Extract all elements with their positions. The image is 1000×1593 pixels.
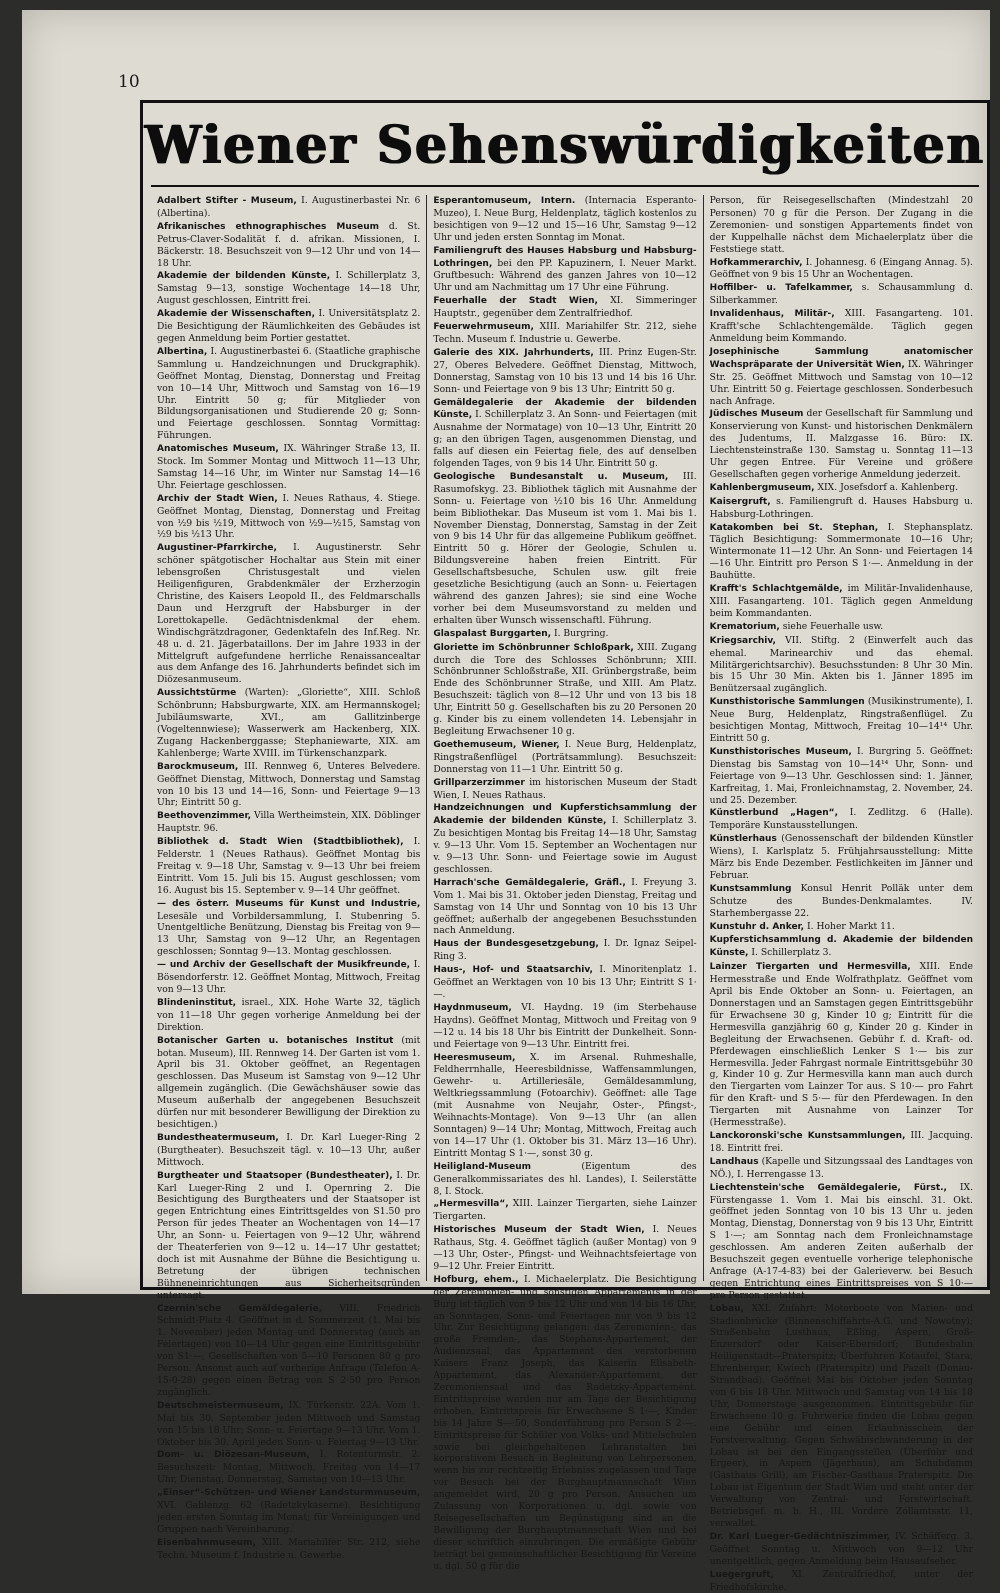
entry-text: (Musikinstrumente), I. Neue Burg, Heldenplatz, Ringstraßenflügel. Zu besichtigen Montag, Mittwoch, Freitag 10—14¹⁴ Uhr. Eintritt 50 g. bbox=[709, 696, 973, 744]
directory-entry bbox=[433, 642, 696, 738]
directory-entry bbox=[433, 195, 696, 244]
entry-text: III. Rennweg 6, Unteres Belvedere. Geöffnet Dienstag, Mittwoch, Donnerstag und Samstag von 10 bis 13 und 14—16, Sonn- und Feiertage 9—13 Uhr; Eintritt 50 g. bbox=[157, 760, 421, 809]
directory-entry bbox=[433, 877, 696, 938]
directory-entry bbox=[433, 1052, 696, 1160]
entry-text: Konsul Henrit Polläk unter dem Schutze des Bundes-Denkmalamtes. IV. Starhembergasse 22. bbox=[709, 882, 973, 919]
entry-title: „Hermesvilla“, bbox=[433, 1199, 509, 1210]
entry-title: Krematorium, bbox=[709, 621, 780, 632]
entry-title: Kaisergruft, bbox=[709, 496, 771, 507]
entry-text: I. Dr. Karl Lueger-Ring 2 (Burgtheater). Besuchszeit tägl. v. 10—13 Uhr, außer Mittwoch. bbox=[157, 1131, 421, 1168]
entry-title: Deutschmeistermuseum, bbox=[157, 1400, 284, 1411]
entry-title: Lanckoronski'sche Kunstsammlungen, bbox=[709, 1130, 906, 1141]
directory-entry bbox=[433, 1274, 696, 1573]
directory-entry bbox=[710, 408, 973, 480]
entry-text: VII. Stiftg. 2 (Einwerfelt auch das ehemal. Marinearchiv und das ehemal. Militärgerichtsarchiv). Besuchsstunden: 8 Uhr 30 Min. bis 15 Uhr 30 Min. Akten bis 1. Jänner 1895 im Benützersaal zugänglich. bbox=[709, 634, 973, 695]
entry-title: Hoffilber- u. Tafelkammer, bbox=[709, 283, 853, 294]
entry-title: Haus der Bundesgesetzgebung, bbox=[433, 939, 599, 950]
title-divider bbox=[151, 185, 979, 187]
entry-title: Dr. Karl Lueger-Gedächtniszimmer, bbox=[709, 1531, 891, 1542]
entry-title: Feuerwehrmuseum, bbox=[433, 322, 534, 333]
entry-title: Jüdisches Museum bbox=[709, 409, 804, 420]
directory-entry bbox=[433, 777, 696, 802]
entry-text: XI. Simmeringer Hauptstr., gegenüber dem Zentralfriedhof. bbox=[433, 295, 697, 320]
entry-title: Anatomisches Museum, bbox=[157, 444, 279, 455]
directory-entry bbox=[710, 1303, 973, 1530]
directory-entry bbox=[710, 1130, 973, 1155]
entry-text: im historischen Museum der Stadt Wien, I. Neues Rathaus. bbox=[433, 776, 697, 801]
entry-text: I. Freyung 3. Vom 1. Mai bis 31. Oktober jeden Dienstag, Freitag und Samstag von 14 Uhr und Sonntag von 10 bis 13 Uhr geöffnet; außerhalb der angegebenen Besuchsstunden nach Anmeldung. bbox=[433, 876, 697, 937]
entry-text: bei den PP. Kapuzinern, I. Neuer Markt. Gruftbesuch: Während des ganzen Jahres von 10—12 Uhr und am Nachmittag um 17 Uhr eine Führung. bbox=[433, 257, 697, 294]
directory-entry bbox=[157, 493, 420, 542]
entry-title: Czernin'sche Gemäldegalerie, bbox=[157, 1303, 323, 1314]
entry-title: Beethovenzimmer, bbox=[157, 811, 252, 822]
entry-text: I. Universitätsplatz 2. Die Besichtigung der Räumlichkeiten des Gebäudes ist gegen Anmeldung beim Portier gestattet. bbox=[157, 308, 421, 344]
directory-entry bbox=[157, 346, 420, 442]
entry-title: Grillparzerzimmer bbox=[433, 777, 525, 788]
directory-entry bbox=[433, 1002, 696, 1051]
entry-title: Bibliothek d. Stadt Wien (Stadtbibliothek), bbox=[157, 837, 404, 848]
entry-text: X. im Arsenal. Ruhmeshalle, Feldherrnhalle, Heeresbildnisse, Waffensammlungen, Gewehr- u. Artilleriesäle, Gemäldesammlung, Weltkriegssammlung (Fotoarchiv). Geöffnet: alle Tage (mit Ausnahme von Neujahr, Oster-, Pfingst-, Weihnachts-Montage). Von 9—13 Uhr (an allen Sonntagen) 9—14 Uhr; Montag, Mittwoch, Freitag auch von 14—17 Uhr (1. Oktober bis 31. März 13—16 Uhr). Eintritt Montag S 1·—, sonst 30 g. bbox=[433, 1051, 697, 1159]
directory-entry bbox=[710, 961, 973, 1129]
directory-entry bbox=[157, 761, 420, 810]
directory-entry bbox=[710, 746, 973, 807]
entry-title: Heeresmuseum, bbox=[433, 1052, 516, 1063]
entry-text: Person, für Reisegesellschaften (Mindestzahl 20 Personen) 70 g für die Person. Der Zugang in die Zeremonien- und sonstigen Appartements findet von der Kuppelhalle nächst dem Michaelerplatz über die Feststiege statt. bbox=[709, 195, 973, 255]
entry-title: Adalbert Stifter - Museum, bbox=[157, 196, 297, 206]
directory-entry bbox=[433, 1161, 696, 1198]
entry-title: Albertina, bbox=[157, 346, 208, 357]
entry-title: Hofkammerarchiv, bbox=[709, 257, 803, 268]
entry-text: IX. Währinger Straße 13, II. Stock. Im Sommer Montag und Mittwoch 11—13 Uhr, Samstag 14—16 Uhr, im Winter nur Samstag 14—16 Uhr. Feiertage geschlossen. bbox=[157, 443, 421, 491]
directory-entry bbox=[157, 1400, 420, 1449]
directory-entry bbox=[710, 833, 973, 882]
entry-text: I. Neue Burg, Heldenplatz, Ringstraßenflügel (Porträtsammlung). Besuchszeit: Donnerstag von 11—1 Uhr. Eintritt 50 g. bbox=[433, 738, 697, 775]
newspaper-page bbox=[22, 10, 990, 1593]
entry-text: III. Prinz Eugen-Str. 27, Oberes Belvedere. Geöffnet Dienstag, Mittwoch, Donnerstag, Samstag von 10 bis 13 und 14 bis 16 Uhr. Sonn- und Feiertage von 9 bis 13 Uhr; Eintritt 50 g. bbox=[433, 346, 697, 395]
entry-text: XIII. Ende Hermesstraße und Ende Wolfrathplatz. Geöffnet vom April bis Ende Oktober an Sonn- u. Feiertagen, an Donnerstagen und an Samstagen gegen Eintrittsgebühr für Erwachsene 30 g, Kinder 10 g; Eintritt für die Hermesvilla ganzjährig 60 g, Kinder 20 g. Kinder in Begleitung der Erwachsenen. Gebühr f. d. Kraft- od. Pferdewagen einschließlich Lenker S 1·— bis zur Hermesvilla. Jeder Fahrgast normale Eintrittsgebühr 30 g, Kinder 10 g. Zur Hermesvilla kann man auch durch den Tiergarten vom Lainzer Tor aus. S 10·— pro Fahrt für den Kraft- und S 5·— für den Pferdewagen. In den Tiergarten mit Ausnahme von Lainzer Tor (Hermesstraße). bbox=[709, 961, 973, 1129]
entry-text: XIII. Mariahilfer Str. 212, siehe Techn. Museum f. Industrie u. Gewerbe. bbox=[433, 321, 697, 345]
directory-entry bbox=[157, 1303, 420, 1399]
entry-text: I. Neues Rathaus, 4. Stiege. Geöffnet Montag, Dienstag, Donnerstag und Freitag von ½9 bis ½19, Mittwoch von ½9—½15, Samstag von ½9 bis ½13 Uhr. bbox=[157, 492, 421, 541]
directory-entry bbox=[157, 443, 420, 492]
directory-entry bbox=[433, 347, 696, 396]
entry-title: Gloriette im Schönbrunner Schloßpark, bbox=[433, 642, 634, 653]
text-columns bbox=[151, 195, 979, 1593]
entry-title: Akademie der bildenden Künste, bbox=[157, 271, 331, 282]
directory-entry bbox=[710, 621, 973, 634]
directory-entry bbox=[710, 635, 973, 696]
column-2 bbox=[426, 195, 702, 1572]
directory-entry bbox=[710, 807, 973, 832]
directory-entry bbox=[157, 687, 420, 759]
entry-text: XXI. Zufahrt: Motorboote von Marien- und Stadionbrücke (Binnenschiffahrts-A.G. und Nowotny); Straßenbahn Lusthaus, Eßling, Aspern, Groß-Enzersdorf oder Kaiser-Ebersdorf; Bundesbahn Heiligenstadt—Praterspitz; Überfuhren Kotaufel, Stara, Ehrenberger, Kwiech (Praterspitz) und Pazelt (Donau-Strandbad). Geöffnet Mai bis Oktober jeden Sonntag von 6 bis 18 Uhr. Mittwoch und Samstag von 14 bis 18 Uhr, Donnerstage ausgenommen. Eintrittsgebühr für Erwachsene 10 g. Fuhrwerke finden die Lobau gegen eine Gebühr und einen Erlaubnisschein der Forstverwaltung. Gegen Schwäbischwanderung in der Lobau ist bei den Eingangsstellen (Überfuhr und Ergeer), in Aspern (Jägerhaus), am Schubdamm (Gasthaus Grill), am Fischer-Gasthaus Praterspitz. Die Lobau ist Eigentum der Stadt Wien und steht unter der Verwaltung von Zentral- und Forstwirtschaft. Betriebsgef. m. b. H., III. Vordere Zollamtsstr. 11, verwaltet. bbox=[709, 1302, 973, 1529]
directory-entry bbox=[157, 997, 420, 1034]
entry-text: I. Felderstr. 1 (Neues Rathaus). Geöffnet Montag bis Freitag v. 9—18 Uhr, Samstag v. 9—13 Uhr bei freiem Eintritt. Vom 15. Juli bis 15. August geschlossen; vom 16. August bis 15. September v. 9—14 Uhr geöffnet. bbox=[157, 836, 421, 896]
directory-entry bbox=[157, 1170, 420, 1302]
entry-text: XIII. Mariahilfer Str. 212, siehe Techn. Museum f. Industrie u. Gewerbe. bbox=[157, 1536, 421, 1561]
entry-title: Liechtenstein'sche Gemäldegalerie, Fürst., bbox=[709, 1182, 947, 1193]
entry-title: Haus-, Hof- und Staatsarchiv, bbox=[433, 965, 593, 976]
directory-entry bbox=[157, 542, 420, 686]
directory-entry bbox=[433, 802, 696, 875]
directory-entry bbox=[157, 270, 420, 307]
directory-entry bbox=[157, 959, 420, 996]
entry-title: Kunsthistorische Sammlungen bbox=[709, 697, 865, 708]
directory-entry bbox=[157, 1537, 420, 1562]
entry-title: Eisenbahnmuseum, bbox=[157, 1537, 256, 1548]
entry-title: Lainzer Tiergarten und Hermesvilla, bbox=[709, 962, 911, 973]
entry-title: Goethemuseum, Wiener, bbox=[433, 739, 560, 750]
directory-entry bbox=[433, 321, 696, 346]
entry-text: I. Schillerplatz 3. An Sonn- und Feiertagen (mit Ausnahme der Normatage) von 10—13 Uhr, Eintritt 20 g; an den übrigen Tagen, ausgenommen Dienstag, und falls auf diesen ein Feiertag fiele, des auf denselben folgenden Tages, von 9 bis 14 Uhr. Eintritt 50 g. bbox=[433, 409, 697, 470]
entry-title: Katakomben bei St. Stephan, bbox=[709, 522, 879, 533]
entry-title: Feuerhalle der Stadt Wien, bbox=[433, 296, 598, 307]
entry-title: Blindeninstitut, bbox=[157, 997, 237, 1008]
column-1 bbox=[151, 195, 426, 1561]
entry-title: Burgtheater und Staatsoper (Bundestheater), bbox=[157, 1170, 393, 1181]
entry-text: I. Augustinerbastei 6. (Staatliche graphische Sammlung u. Handzeichnungen und Druckgraphik). Geöffnet Montag, Dienstag, Donnerstag und Freitag von 10—14 Uhr, Mittwoch und Samstag von 16—19 Uhr. Eintritt 50 g; für Mitglieder von Bildungsorganisationen und Studierende 20 g; Sonn- und Feiertage geschlossen. Sonntag Vormittag: Führungen. bbox=[157, 345, 421, 442]
entry-text: d. St. Petrus-Claver-Sodalität f. d. afrikan. Missionen, I. Bäckerstr. 18. Besuchszeit von 9—12 Uhr und von 14—18 Uhr. bbox=[157, 220, 421, 269]
entry-text: VIII. Friedrich Schmidt-Platz 4. Geöffnet in d. Sommerzeit (1. Mai bis 1. November) jeden Montag und Donnerstag (auch an Feiertagen) von 10—14 Uhr gegen eine Eintrittsgebühr von S1·—, Gesellschaften von 5—10 Personen 80 g pro Person. Ansonst auch auf vorherige Anfrage (Telefon A-15-0-28) gegen einen Betrag von S 2·50 pro Person zugänglich. bbox=[157, 1302, 421, 1398]
directory-entry bbox=[157, 1449, 420, 1486]
entry-text: I. Zedlitzg. 6 (Halle). Temporäre Kunstausstellungen. bbox=[709, 807, 973, 832]
entry-text: I. Minoritenplatz 1. Geöffnet an Werktagen von 10 bis 13 Uhr; Eintritt S 1·—. bbox=[433, 964, 697, 1000]
entry-title: Gemäldegalerie der Akademie der bildenden Künste, bbox=[433, 397, 697, 421]
directory-entry bbox=[157, 221, 420, 270]
entry-text: (Kapelle und Sitzungssaal des Landtages von NÖ.), I. Herrengasse 13. bbox=[709, 1155, 973, 1180]
directory-entry bbox=[710, 1531, 973, 1568]
entry-text: I. Hoher Markt 11. bbox=[804, 920, 895, 932]
entry-text: XIX. Josefsdorf a. Kahlenberg. bbox=[814, 481, 959, 493]
entry-text: IV. Schäfferg. 3. Geöffnet Sonntag u. Mittwoch von 9—12 Uhr unentgeltlich, gegen Anmeldung beim Hausaufseher. bbox=[709, 1530, 973, 1567]
entry-title: Aussichtstürme bbox=[157, 688, 237, 699]
entry-text: (Internacia Esperanto-Muzeo), I. Neue Burg, Heldenplatz, täglich kostenlos zu besichtigen von 9—12 und 15—16 Uhr, Samstag 9—12 Uhr und jeden ersten Sonntag im Monat. bbox=[433, 195, 697, 243]
entry-text: XVI. Gablenzg. 62 (Radetzkykaserne). Besichtigung jeden ersten Sonntag im Monat; für Vereinigungen und Gruppen nach Vereinbarung. bbox=[157, 1500, 421, 1535]
entry-title: Kupferstichsammlung d. Akademie der bildenden Künste, bbox=[709, 935, 973, 959]
entry-title: — und Archiv der Gesellschaft der Musikfreunde, bbox=[157, 960, 411, 971]
entry-title: Künstlerhaus bbox=[709, 834, 777, 845]
directory-entry bbox=[710, 583, 973, 620]
entry-title: Kunstsammlung bbox=[709, 883, 792, 894]
directory-entry bbox=[710, 195, 973, 256]
directory-entry bbox=[157, 1035, 420, 1131]
directory-entry bbox=[433, 471, 696, 627]
directory-entry bbox=[710, 1156, 973, 1181]
entry-text: siehe Feuerhalle usw. bbox=[779, 620, 884, 632]
directory-entry bbox=[710, 482, 973, 495]
directory-entry bbox=[710, 346, 973, 408]
entry-text: XIII. Zugang durch die Tore des Schlosses Schönbrunn; XIII. Schönbrunner Schloßstraße, XII. Grünbergstraße, beim Ende des Schönbrunner Straße, und XIII. Am Platz. Besuchszeit: täglich von 8—12 Uhr und von 13 bis 18 Uhr, Eintritt 50 g. Gesellschaften bis zu 20 Personen 20 g. Kinder bis zu einem vollendeten 14. Lebensjahr in Begleitung Erwachsener 10 g. bbox=[433, 641, 697, 737]
entry-text: I. Johannesg. 6 (Eingang Annag. 5). Geöffnet von 9 bis 15 Uhr an Wochentagen. bbox=[709, 256, 973, 281]
entry-title: Haydnmuseum, bbox=[433, 1002, 512, 1013]
entry-text: I. Bösendorferstr. 12. Geöffnet Montag, Mittwoch, Freitag von 9—13 Uhr. bbox=[157, 959, 421, 995]
directory-entry bbox=[157, 898, 420, 959]
entry-title: „Einser“-Schützen- und Wiener Landsturmmuseum, bbox=[157, 1488, 421, 1499]
entry-title: Geologische Bundesanstalt u. Museum, bbox=[433, 471, 669, 482]
entry-text: VI. Haydng. 19 (im Sterbehause Haydns). Geöffnet Montag, Mittwoch und Freitag von 9—12 u. 14 bis 18 Uhr bis Eintritt der Dunkelheit. Sonn- und Feiertage von 9—13 Uhr. Eintritt frei. bbox=[433, 1001, 697, 1050]
entry-text: s. Schausammlung d. Silberkammer. bbox=[709, 282, 973, 307]
directory-entry bbox=[710, 1182, 973, 1302]
directory-entry bbox=[433, 245, 696, 295]
entry-title: Afrikanisches ethnographisches Museum bbox=[157, 221, 380, 232]
directory-entry bbox=[710, 282, 973, 307]
entry-title: Esperantomuseum, Intern. bbox=[433, 196, 576, 206]
directory-entry bbox=[710, 921, 973, 934]
page-number: 10 bbox=[118, 72, 140, 92]
directory-entry bbox=[710, 257, 973, 282]
entry-title: Heiligland-Museum bbox=[433, 1161, 532, 1172]
entry-text: IX. Währinger Str. 25. Geöffnet Mittwoch und Samstag von 10—12 Uhr. Eintritt 50 g. Feiertage geschlossen. Sonderbesuch nach Anfrage. bbox=[709, 358, 973, 407]
entry-text: Lesesäle und Vorbildersammlung, I. Stubenring 5. Unentgeltliche Benützung, Dienstag bis Freitag von 9—13 Uhr, Samstag von 9—12 Uhr, an Regentagen geschlossen; Sonntag 9—13. Montag geschlossen. bbox=[157, 910, 421, 958]
entry-title: Galerie des XIX. Jahrhunderts, bbox=[433, 347, 594, 358]
entry-text: I. Neues Rathaus, Stg. 4. Geöffnet täglich (außer Montag) von 9—13 Uhr, Oster-, Pfingst- und Weihnachtsfeiertage von 9—12 Uhr. Freier Eintritt. bbox=[433, 1224, 697, 1272]
entry-title: Künstlerbund „Hagen“, bbox=[709, 808, 838, 819]
entry-title: Harrach'sche Gemäldegalerie, Gräfl., bbox=[433, 877, 626, 888]
entry-title: Krafft's Schlachtgemälde, bbox=[709, 584, 843, 595]
entry-text: der Gesellschaft für Sammlung und Konservierung von Kunst- und historischen Denkmälern des Judentums, II. Malzgasse 16. Büro: IX. Liechtensteinstraße 130. Samstag u. Sonntag 11—13 Uhr gegen Entree. Für Vereine und größere Gesellschaften gegen vorherige Anmeldung jederzeit. bbox=[709, 408, 973, 480]
entry-title: Glaspalast Burggarten, bbox=[433, 628, 552, 639]
entry-text: s. Familiengruft d. Hauses Habsburg u. Habsburg-Lothringen. bbox=[709, 495, 973, 520]
directory-entry bbox=[433, 397, 696, 470]
directory-entry bbox=[710, 1569, 973, 1593]
entry-title: Luegergruft, bbox=[709, 1569, 774, 1580]
directory-entry bbox=[157, 195, 420, 220]
entry-title: Familiengruft des Hauses Habsburg und Habsburg-Lothringen, bbox=[433, 245, 697, 269]
directory-entry bbox=[710, 308, 973, 345]
entry-title: Akademie der Wissenschaften, bbox=[157, 309, 315, 320]
entry-title: Bundestheatermuseum, bbox=[157, 1132, 279, 1143]
entry-title: Kriegsarchiv, bbox=[709, 635, 776, 646]
entry-text: im Militär-Invalidenhause, XIII. Fasangarteng. 101. Täglich gegen Anmeldung beim Kommandanten. bbox=[709, 583, 973, 619]
entry-text: Villa Wertheimstein, XIX. Döblinger Hauptstr. 96. bbox=[157, 810, 421, 835]
entry-title: Invalidenhaus, Militär-, bbox=[709, 309, 835, 320]
entry-text: XIII. Lainzer Tiergarten, siehe Lainzer Tiergarten. bbox=[433, 1198, 697, 1223]
entry-text: XIII. Fasangarteng. 101. Krafft'sche Schlachtengemälde. Täglich gegen Anmeldung beim Kommando. bbox=[709, 308, 973, 344]
entry-title: Archiv der Stadt Wien, bbox=[157, 493, 278, 504]
directory-entry bbox=[433, 628, 696, 641]
entry-title: Handzeichnungen und Kupferstichsammlung der Akademie der bildenden Künste, bbox=[433, 803, 697, 827]
entry-text: I. Michaelerplatz. Die Besichtigung der Zeremonien- und sonstigen Appartements in der Burg ist täglich von 9 bis 12 Uhr und von 14 bis 16 Uhr, an Sonntagen, Sonn- und Feiertagen nur von 9 bis 12 Uhr. Zur Besichtigung gelangen: das Zeremonien-, das große Fremden-, das Stephans-Appartement, der Audienzsaal, das Appartement des verstorbenen Kaisers Franz Joseph, das Kaiserin Elisabeth-Appartement, das Alexander-Appartement, der Zeremoniensaal und das Radetzky-Appartement. Eintrittspreise werden nur am Tage der Besichtigung erhoben. Eintrittspreis für Erwachsene S 1·—, Kinder bis 14 Jahre S—·50, Sonderführung pro Person S 2·—. Eintrittspreise für Schüler von Volks- und Mittelschulen sowie bei gleichgehaltenen Lehranstalten bei korporativem Besuch in Begleitung von Lehrpersonen, wenn bis zur rechtzeitig Erlebniss zugelassen und Tage vor Besuch bei der Burghauptmannschaft Wien angemeldet wird, 20 g pro Person. Ansuchen um Zulassung von Korporationen u. dgl. sowie von Reisegesellschaften um Begünstigung sind an die Bewilligung der Burghauptmannschaft Wien und bei dieser schriftlich einzubringen. Die ermäßigte Gebühr beträgt bei gemeinschaftlicher Besichtigung für Vereine u. dgl. 50 g für die bbox=[433, 1273, 697, 1572]
entry-text: XI. Zentralfriedhof, unter der Friedhofskirche. bbox=[709, 1568, 973, 1593]
entry-text: (Warten): „Gloriette“, XIII. Schloß Schönbrunn; Habsburgwarte, XIX. am Hermannskogel; Jubiläumswarte, XVI., am Gallitzinberge (Vogeltennwiese); Wasserwerk am Hackenberg, XIX. Zugang Hackenberggasse; Stephaniewarte, XIX. am Kahlenberge; Warte XVIII. im Türkenschanzpark. bbox=[157, 687, 421, 759]
entry-title: Kunsthistorisches Museum, bbox=[709, 746, 852, 757]
directory-entry bbox=[157, 836, 420, 897]
entry-text: I. Augustinerstr. Sehr schöner spätgotischer Hochaltar aus Stein mit einer lebensgroßen Christusgestalt und vielen Heiligenfiguren, Grabdenkmäler der Erzherzogin Christine, des Kaisers Leopold II., des Feldmarschalls Daun und Herzgruft der Habsburger in der Lorettokapelle. Gedächtnisdenkmal der ehem. Windischgrätzdragoner, Gedenktafeln des Inf.Reg. Nr. 48 u. d. 21. Jägerbataillons. Der im Jahre 1933 in der Mittelgruft aufgefundene herrliche Renaissancealtar aus dem Anfange des 16. Jahrhunderts befindet sich im Diözesanmuseum. bbox=[157, 542, 421, 686]
entry-text: I. Burgring. bbox=[551, 627, 609, 639]
entry-text: IX. Türkenstr. 22A. Vom 1. Mai bis 30. September jeden Mittwoch und Samstag von 15 bis 18 Uhr; Sonn- u. Feiertage 9—13 Uhr. Vom 1. Oktober bis 30. April jeden Sonn- u. Feiertag 9—13 Uhr. bbox=[157, 1399, 421, 1448]
column-3 bbox=[703, 195, 979, 1593]
entry-text: (Eigentum des Generalkommissariates des hl. Landes), I. Seilerstätte 8, I. Stock. bbox=[433, 1160, 697, 1197]
entry-text: I. Schillerplatz 3, Samstag 9—13, sonstige Wochentage 14—18 Uhr, August geschlossen, Eintritt frei. bbox=[157, 270, 421, 307]
entry-title: — des österr. Museums für Kunst und Industrie, bbox=[157, 898, 421, 909]
entry-title: Augustiner-Pfarrkirche, bbox=[157, 543, 277, 554]
directory-entry bbox=[433, 295, 696, 320]
entry-title: Botanischer Garten u. botanisches Institut bbox=[157, 1035, 394, 1046]
directory-entry bbox=[433, 964, 696, 1001]
article-frame bbox=[140, 100, 990, 1593]
entry-title: Josephinische Sammlung anatomischer Wachspräparate der Universität Wien, bbox=[709, 346, 973, 370]
page-title: Wiener Sehenswürdigkeiten bbox=[145, 113, 985, 176]
entry-text: IX. Fürstengasse 1. Vom 1. Mai bis einschl. 31. Okt. geöffnet jeden Sonntag von 10 bis 13 Uhr u. jeden Montag, Dienstag, Donnerstag von 9 bis 13 Uhr, Eintritt S 1·—; am Sonntag nach dem Fronleichnamstage geschlossen. Am anderen Zeiten außerhalb der Besuchszeit gegen eventuelle vorherige telephonische Anfrage (A-17-4-83) bei der Galerieverw. bei Besuch gegen Entrichtung eines Eintrittspreises von S 10·— pro Person gestattet. bbox=[709, 1181, 973, 1301]
directory-entry bbox=[710, 522, 973, 583]
directory-entry bbox=[710, 496, 973, 521]
directory-entry bbox=[710, 934, 973, 960]
directory-entry bbox=[157, 810, 420, 835]
directory-entry bbox=[157, 1132, 420, 1169]
directory-entry bbox=[710, 696, 973, 745]
directory-entry bbox=[157, 1487, 420, 1536]
entry-title: Landhaus bbox=[709, 1156, 759, 1167]
directory-entry bbox=[433, 739, 696, 776]
entry-text: I. Stephansplatz. Täglich Besichtigung: Sommermonate 10—16 Uhr; Wintermonate 11—12 Uhr. An Sonn- und Feiertagen 14—16 Uhr. Eintritt pro Person S 1·—. Anmeldung in der Bauhütte. bbox=[709, 521, 973, 582]
entry-title: Barockmuseum, bbox=[157, 761, 239, 772]
entry-title: Kunstuhr d. Anker, bbox=[709, 921, 805, 932]
directory-entry bbox=[433, 1198, 696, 1223]
entry-text: I. Rotenturmstr. 2. Besuchszeit: Montag, Mittwoch, Freitag von 14—17 Uhr, Dienstag, Donnerstag, Samstag von 10—13 Uhr. bbox=[157, 1449, 421, 1486]
directory-entry bbox=[157, 308, 420, 345]
directory-entry bbox=[710, 883, 973, 920]
entry-text: I. Schillerplatz 3. Zu besichtigen Montag bis Freitag 14—18 Uhr, Samstag v. 9—13 Uhr. Vom 15. September an Wochentagen nur v. 9—13 Uhr. Sonn- und Feiertage sowie im August geschlossen. bbox=[433, 815, 697, 875]
directory-entry bbox=[433, 1224, 696, 1273]
entry-text: (mit botan. Museum), III. Rennweg 14. Der Garten ist vom 1. April bis 31. Oktober geöffnet, an Regentagen geschlossen. Das Museum ist Samstag von 9—12 Uhr allgemein zugänglich. (Die Gewächshäuser sowie das Museum außerhalb der angegebenen Besuchszeit dürfen nur mit besonderer Bewilligung der Direktion zu besichtigen.) bbox=[157, 1034, 421, 1130]
entry-text: I. Burgring 5. Geöffnet: Dienstag bis Samstag von 10—14¹⁴ Uhr, Sonn- und Feiertage von 9—13 Uhr. Geschlossen sind: 1. Jänner, Karfreitag, 1. Mai, Fronleichnamstag, 2. November, 24. und 25. Dezember. bbox=[709, 745, 973, 806]
entry-text: (Genossenschaft der bildenden Künstler Wiens), I. Karlsplatz 5. Frühjahrsausstellung: Mitte März bis Ende Dezember. Festlichkeiten im Jänner und Februar. bbox=[709, 833, 973, 881]
entry-title: Dom- u. Diözesan-Museum, bbox=[157, 1450, 310, 1461]
entry-text: I. Augustinerbastei Nr. 6 (Albertina). bbox=[157, 195, 421, 219]
entry-text: III. Rasumofskyg. 23. Bibliothek täglich mit Ausnahme der Sonn- u. Feiertage von ½10 bis 16 Uhr. Anmeldung beim Bibliothekar. Das Museum ist vom 1. Mai bis 1. November Dienstag, Donnerstag, Samstag in der Zeit von 9 bis 14 Uhr für das allgemeine Publikum geöffnet. Eintritt 50 g. Hörer der Geologie, Schulen u. Bildungsvereine haben freien Eintritt. Für Gesellschaftsbesuche, Schulen usw. gilt freie gesetzliche Besichtigung (auch an Sonn- u. Feiertagen während des ganzen Jahres); sie sind eine Woche vorher bei dem Museumsvorstand zu melden und erhalten über Wunsch wissenschaftl. Führung. bbox=[433, 470, 697, 626]
entry-title: Historisches Museum der Stadt Wien, bbox=[433, 1225, 645, 1236]
entry-text: I. Schillerplatz 3. bbox=[748, 947, 832, 959]
entry-title: Lobau, bbox=[709, 1303, 744, 1314]
directory-entry bbox=[433, 938, 696, 963]
entry-title: Kahlenbergmuseum, bbox=[709, 482, 815, 493]
entry-text: israel., XIX. Hohe Warte 32, täglich von 11—18 Uhr gegen vorherige Anmeldung bei der Direktion. bbox=[157, 996, 421, 1033]
entry-text: I. Dr. Ignaz Seipel-Ring 3. bbox=[433, 938, 697, 963]
entry-text: III. Jacquing. 18. Eintritt frei. bbox=[709, 1129, 973, 1154]
entry-title: Hofburg, ehem., bbox=[433, 1274, 519, 1285]
entry-text: I. Dr. Karl Lueger-Ring 2 und I. Opernring 2. Die Besichtigung des Burgtheaters und der Staatsoper ist gegen Entrichtung eines Eintrittsgeldes von S1.50 pro Person für jedes Theater an Wochentagen von 14—17 Uhr, an Sonn- u. Feiertagen von 9—12 Uhr, während der Theaterferien von 9—12 u. 14—17 Uhr gestattet; doch ist mit Ausnahme der Bühne die Besichtigung u. Betretung der übrigen technischen Bühneneinrichtungen aus Sicherheitsgründen untersagt. bbox=[157, 1169, 421, 1301]
